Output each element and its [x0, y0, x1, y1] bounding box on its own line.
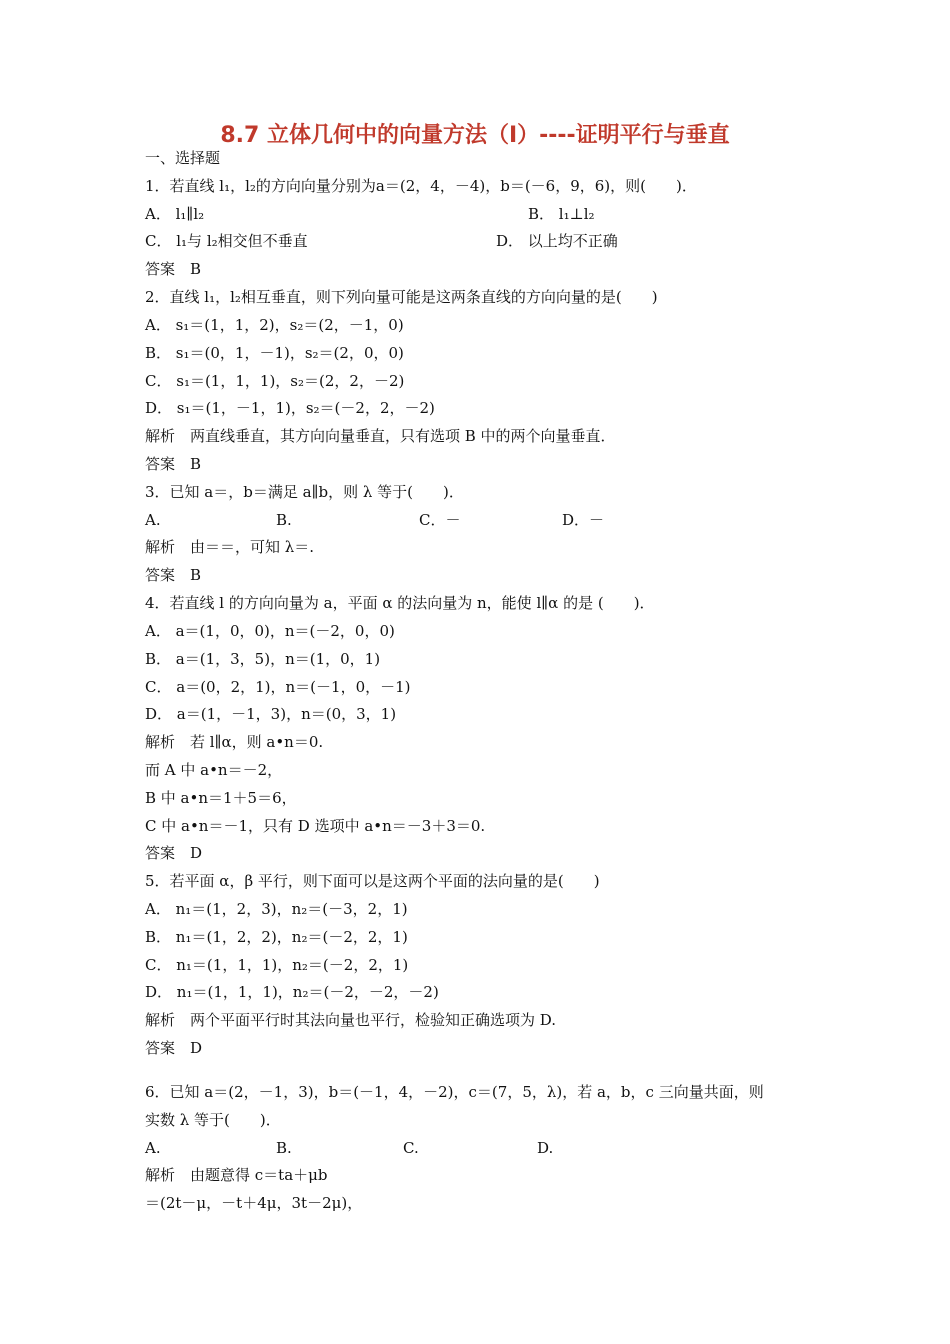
q4-analysis-line-3: C 中 a•n＝－1，只有 D 选项中 a•n＝－3＋3＝0.: [145, 817, 486, 835]
q5-analysis: 解析 两个平面平行时其法向量也平行，检验知正确选项为 D.: [145, 1011, 557, 1029]
q4-analysis: 解析 若 l∥α，则 a•n＝0.: [145, 733, 324, 751]
q2-option-d: D． s₁＝(1，－1，1)，s₂＝(－2，2，－2): [145, 399, 435, 417]
q1-option-d: D． 以上均不正确: [496, 232, 618, 250]
q6-analysis: 解析 由题意得 c＝ta＋μb: [145, 1166, 328, 1184]
question-1-stem: 1．若直线 l₁，l₂的方向向量分别为a＝(2，4，－4)，b＝(－6，9，6)，则( )．: [145, 177, 697, 195]
question-4-stem: 4．若直线 l 的方向向量为 a，平面 α 的法向量为 n，能使 l∥α 的是 ( )．: [145, 594, 655, 612]
q3-option-c: C．－: [419, 511, 461, 529]
q5-option-d: D． n₁＝(1，1，1)，n₂＝(－2，－2，－2): [145, 983, 439, 1001]
question-3-stem: 3．已知 a＝，b＝满足 a∥b，则 λ 等于( )．: [145, 483, 464, 501]
q5-option-b: B． n₁＝(1，2，2)，n₂＝(－2，2，1): [145, 928, 408, 946]
question-2-stem: 2．直线 l₁，l₂相互垂直，则下列向量可能是这两条直线的方向向量的是( ): [145, 288, 658, 306]
q2-answer: 答案 B: [145, 455, 202, 473]
q1-option-b: B． l₁⊥l₂: [528, 205, 595, 223]
q4-option-d: D． a＝(1，－1，3)，n＝(0，3，1): [145, 705, 397, 723]
q6-option-c: C.: [403, 1139, 419, 1157]
q2-option-a: A． s₁＝(1，1，2)，s₂＝(2，－1，0): [145, 316, 404, 334]
q3-analysis: 解析 由＝＝，可知 λ＝.: [145, 538, 315, 556]
q1-answer: 答案 B: [145, 260, 202, 278]
q2-analysis: 解析 两直线垂直，其方向向量垂直，只有选项 B 中的两个向量垂直．: [145, 427, 616, 445]
q4-option-c: C． a＝(0，2，1)，n＝(－1，0，－1): [145, 678, 411, 696]
q3-option-b: B.: [276, 511, 292, 529]
q2-option-b: B． s₁＝(0，1，－1)，s₂＝(2，0，0): [145, 344, 404, 362]
q1-option-a: A． l₁∥l₂: [145, 205, 205, 223]
q3-answer: 答案 B: [145, 566, 202, 584]
q3-option-d: D．－: [562, 511, 605, 529]
q3-option-a: A.: [145, 511, 161, 529]
q4-analysis-line-2: B 中 a•n＝1＋5＝6，: [145, 789, 297, 807]
q4-option-b: B． a＝(1，3，5)，n＝(1，0，1): [145, 650, 381, 668]
q5-option-a: A． n₁＝(1，2，3)，n₂＝(－3，2，1): [145, 900, 408, 918]
page-title: 8.7 立体几何中的向量方法（Ⅰ）----证明平行与垂直: [220, 123, 730, 148]
q4-answer: 答案 D: [145, 844, 203, 862]
question-6-stem-cont: 实数 λ 等于( )．: [145, 1111, 281, 1129]
section-heading: 一、选择题: [145, 149, 221, 167]
q4-option-a: A． a＝(1，0，0)，n＝(－2，0，0): [145, 622, 395, 640]
question-5-stem: 5．若平面 α，β 平行，则下面可以是这两个平面的法向量的是( ): [145, 872, 600, 890]
q4-analysis-line-1: 而 A 中 a•n＝－2，: [145, 761, 283, 779]
q1-option-c: C． l₁与 l₂相交但不垂直: [145, 232, 308, 250]
q6-option-a: A.: [145, 1139, 161, 1157]
q5-option-c: C． n₁＝(1，1，1)，n₂＝(－2，2，1): [145, 956, 409, 974]
q2-option-c: C． s₁＝(1，1，1)，s₂＝(2，2，－2): [145, 372, 405, 390]
q6-option-b: B.: [276, 1139, 292, 1157]
q5-answer: 答案 D: [145, 1039, 203, 1057]
q6-option-d: D.: [537, 1139, 554, 1157]
question-6-stem: 6．已知 a＝(2，－1，3)，b＝(－1，4，－2)，c＝(7，5，λ)，若 a，b，c 三向量共面，则: [145, 1083, 764, 1101]
q6-analysis-line-1: ＝(2t－μ，－t＋4μ，3t－2μ)，: [145, 1194, 363, 1212]
